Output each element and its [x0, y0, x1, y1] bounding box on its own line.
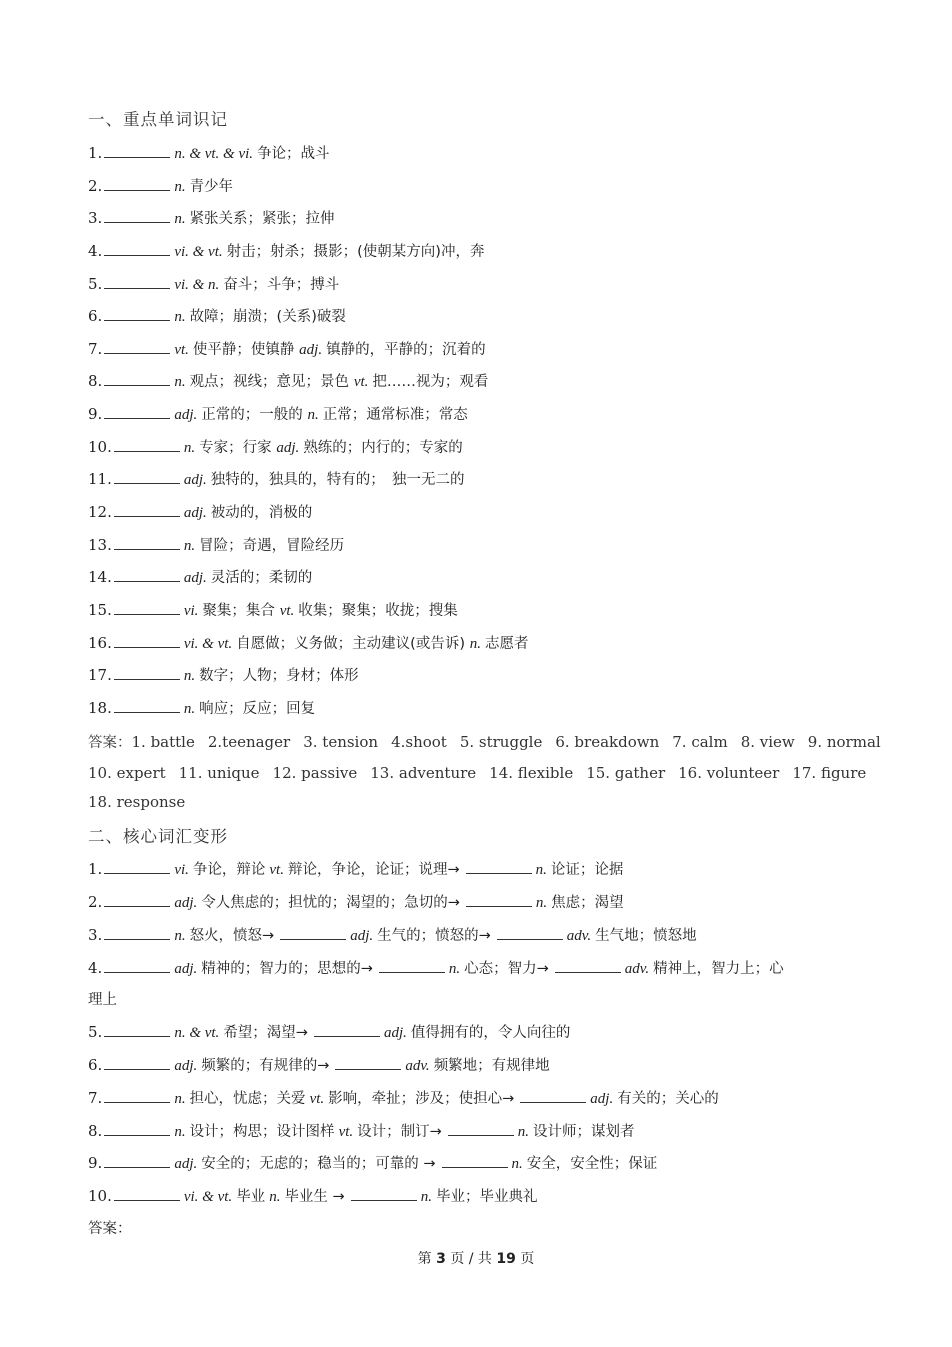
section-1-item [88, 600, 878, 621]
part-of-speech: adj. [174, 1058, 198, 1074]
item-number: 9. [88, 1154, 103, 1172]
definition: 正常；通常标准；常态 [322, 407, 468, 423]
part-of-speech: adj. [299, 342, 323, 358]
answer-blank[interactable] [114, 502, 180, 517]
section-1-item [88, 633, 878, 654]
definition: 志愿者 [485, 636, 529, 652]
definition: 毕业 [236, 1189, 266, 1205]
answer-entry: 10. expert [88, 764, 166, 782]
definition: 安全，安全性；保证 [526, 1156, 658, 1172]
definition: 故障；崩溃；(关系)破裂 [189, 309, 346, 325]
answer-blank[interactable] [448, 1121, 514, 1136]
section-2-item-4-continuation: 理上 [88, 992, 117, 1008]
part-of-speech: adj. [183, 570, 207, 586]
section-1-item [88, 698, 878, 719]
definition: 希望；渴望→ [223, 1025, 308, 1041]
answer-entry: 3. tension [303, 733, 379, 751]
part-of-speech: vt. [269, 862, 284, 878]
definition: 争论；战斗 [257, 146, 330, 162]
answer-blank[interactable] [114, 698, 180, 713]
item-number: 12. [88, 503, 112, 521]
definition: 频繁的；有规律的→ [201, 1058, 330, 1074]
part-of-speech: n. [535, 895, 548, 911]
definition: 冒险；奇遇，冒险经历 [199, 538, 345, 554]
item-number: 16. [88, 634, 112, 652]
answer-blank[interactable] [104, 958, 170, 973]
section-1-item [88, 665, 878, 686]
section-2-item [88, 925, 878, 946]
definition: 影响，牵扯；涉及；使担心→ [328, 1091, 515, 1107]
part-of-speech: adj. [174, 1156, 198, 1172]
section-2-item [88, 892, 878, 913]
answer-entry: 18. response [88, 793, 186, 811]
item-number: 14. [88, 568, 112, 586]
part-of-speech: n. [420, 1189, 432, 1205]
definition: 毕业生 → [284, 1189, 345, 1205]
part-of-speech: vi. & n. [174, 277, 220, 293]
answer-entry: 6. breakdown [555, 733, 660, 751]
item-number: 8. [88, 1122, 103, 1140]
item-number: 10. [88, 438, 112, 456]
definition: 安全的；无虑的；稳当的；可靠的 → [201, 1156, 436, 1172]
part-of-speech: n. [469, 636, 482, 652]
answer-entry: 17. figure [792, 764, 867, 782]
part-of-speech: n. [174, 928, 186, 944]
definition: 争论，辩论 [192, 862, 266, 878]
part-of-speech: adj. [183, 472, 207, 488]
section-1-heading: 一、重点单词识记 [88, 110, 228, 129]
section-1-item [88, 535, 878, 556]
answer-blank[interactable] [104, 1088, 170, 1103]
item-number: 13. [88, 536, 112, 554]
answer-blank[interactable] [104, 274, 170, 289]
answer-blank[interactable] [104, 371, 170, 386]
item-number: 9. [88, 405, 103, 423]
definition: 收集；聚集；收拢；搜集 [298, 603, 458, 619]
definition: 射击；射杀；摄影；(使朝某方向)冲，奔 [226, 244, 485, 260]
definition: 青少年 [189, 179, 234, 195]
definition: 熟练的；内行的；专家的 [303, 440, 463, 456]
answer-entry: 2.teenager [207, 733, 291, 751]
part-of-speech: n. [183, 440, 196, 456]
answer-blank[interactable] [114, 567, 180, 582]
answer-blank[interactable] [379, 958, 445, 973]
answer-blank[interactable] [520, 1088, 586, 1103]
section-1-item [88, 274, 878, 295]
part-of-speech: adj. [174, 895, 198, 911]
answer-blank[interactable] [104, 1055, 170, 1070]
part-of-speech: n. [174, 211, 186, 227]
answer-blank[interactable] [104, 1022, 170, 1037]
answer-entry: 5. struggle [459, 733, 543, 751]
section-2-item [88, 1121, 878, 1142]
definition: 数字；人物；身材；体形 [199, 668, 359, 684]
definition: 设计；构思；设计图样 [189, 1124, 335, 1140]
item-number: 4. [88, 959, 103, 977]
part-of-speech: vi. & vt. [174, 244, 223, 260]
answer-blank[interactable] [114, 437, 180, 452]
section-1-item [88, 404, 878, 425]
section-1-item [88, 306, 878, 327]
part-of-speech: adj. [183, 505, 207, 521]
answer-entry: 8. view [740, 733, 795, 751]
definition: 有关的；关心的 [617, 1091, 719, 1107]
definition: 正常的；一般的 [201, 407, 303, 423]
part-of-speech: adj. [276, 440, 300, 456]
section-2-item [88, 859, 878, 880]
item-number: 10. [88, 1187, 112, 1205]
part-of-speech: n. [174, 1091, 186, 1107]
part-of-speech: n. [448, 961, 461, 977]
definition: 奋斗；斗争；搏斗 [223, 277, 340, 293]
answer-blank[interactable] [466, 859, 532, 874]
item-number: 5. [88, 275, 103, 293]
definition: 精神上，智力上；心 [653, 961, 784, 977]
part-of-speech: vt. [309, 1091, 325, 1107]
item-number: 7. [88, 1089, 103, 1107]
part-of-speech: n. [174, 179, 186, 195]
item-number: 2. [88, 893, 103, 911]
part-of-speech: n. [535, 862, 547, 878]
answer-blank[interactable] [104, 859, 170, 874]
item-number: 18. [88, 699, 112, 717]
answer-blank[interactable] [104, 208, 170, 223]
answer-blank[interactable] [104, 892, 170, 907]
part-of-speech: n. & vt. [174, 1025, 220, 1041]
item-number: 11. [88, 470, 112, 488]
definition: 把……视为；观看 [372, 374, 489, 390]
item-number: 1. [88, 144, 103, 162]
section-1-answers-line-2 [88, 763, 878, 783]
part-of-speech: n. [174, 309, 186, 325]
definition: 生气的；愤怒的→ [377, 928, 491, 944]
item-number: 4. [88, 242, 103, 260]
part-of-speech: vi. [174, 862, 189, 878]
answer-blank[interactable] [104, 339, 170, 354]
part-of-speech: n. [307, 407, 319, 423]
section-2-item [88, 1022, 878, 1043]
footer-prefix: 第 [417, 1251, 432, 1267]
definition: 心态；智力→ [464, 961, 549, 977]
answer-entry: 11. unique [178, 764, 260, 782]
item-number: 3. [88, 926, 103, 944]
footer-mid: 页 / 共 [450, 1251, 492, 1267]
section-2-item [88, 1153, 878, 1174]
answer-blank[interactable] [497, 925, 563, 940]
answer-entry: 9. normal [807, 733, 881, 751]
item-number: 6. [88, 1056, 103, 1074]
section-1-item [88, 241, 878, 262]
section-1-item [88, 502, 878, 523]
section-1-item [88, 437, 878, 458]
answer-blank[interactable] [114, 469, 180, 484]
part-of-speech: n. & vt. & vi. [174, 146, 254, 162]
section-1-item [88, 339, 878, 360]
answer-entry: 14. flexible [489, 764, 574, 782]
part-of-speech: vt. [353, 374, 369, 390]
answer-entry: 1. battle [131, 733, 195, 751]
section-1-item [88, 143, 878, 164]
part-of-speech: vt. [279, 603, 295, 619]
item-number: 5. [88, 1023, 103, 1041]
part-of-speech: adj. [174, 961, 198, 977]
part-of-speech: vi. & vt. [183, 1189, 233, 1205]
section-1-item [88, 208, 878, 229]
item-number: 7. [88, 340, 103, 358]
answer-blank[interactable] [104, 925, 170, 940]
definition: 灵活的；柔韧的 [210, 570, 313, 586]
answer-blank[interactable] [104, 143, 170, 158]
answer-blank[interactable] [104, 404, 170, 419]
answer-blank[interactable] [104, 1121, 170, 1136]
section-1-item [88, 469, 878, 490]
definition: 担心，忧虑；关爱 [189, 1091, 306, 1107]
section-2-item [88, 1055, 878, 1076]
answer-entry: 7. calm [672, 733, 728, 751]
part-of-speech: adv. [405, 1058, 430, 1074]
page-footer [0, 1248, 952, 1268]
part-of-speech: vt. [338, 1124, 354, 1140]
section-1-answers-line-1 [88, 732, 881, 753]
item-number: 8. [88, 372, 103, 390]
item-number: 2. [88, 177, 103, 195]
answer-blank[interactable] [555, 958, 621, 973]
definition: 独特的，独具的，特有的； 独一无二的 [210, 472, 465, 488]
answer-entry: 15. gather [586, 764, 666, 782]
definition: 被动的，消极的 [210, 505, 313, 521]
part-of-speech: adj. [350, 928, 374, 944]
answer-blank[interactable] [104, 306, 170, 321]
part-of-speech: vi. & vt. [183, 636, 233, 652]
part-of-speech: n. [269, 1189, 281, 1205]
answer-blank[interactable] [114, 535, 180, 550]
part-of-speech: n. [511, 1156, 523, 1172]
answer-entry: 4.shoot [391, 733, 447, 751]
footer-total-pages: 19 [496, 1251, 516, 1267]
section-2-answer-label: 答案： [88, 1221, 132, 1237]
answer-blank[interactable] [114, 633, 180, 648]
definition: 紧张关系；紧张；拉伸 [189, 211, 335, 227]
item-number: 3. [88, 209, 103, 227]
definition: 怒火，愤怒→ [189, 928, 275, 944]
footer-page-number: 3 [436, 1251, 446, 1267]
answer-blank[interactable] [442, 1153, 508, 1168]
section-2-item [88, 1088, 878, 1109]
part-of-speech: adj. [383, 1025, 407, 1041]
answer-blank[interactable] [104, 176, 170, 191]
answer-blank[interactable] [104, 241, 170, 256]
definition: 观点；视线；意见；景色 [189, 374, 350, 390]
section-1-item [88, 176, 878, 197]
part-of-speech: n. [183, 701, 196, 717]
answer-blank[interactable] [114, 600, 180, 615]
section-1-item [88, 371, 878, 392]
answer-blank[interactable] [335, 1055, 401, 1070]
part-of-speech: adv. [566, 928, 592, 944]
definition: 设计师；谋划者 [533, 1124, 635, 1140]
section-1-item [88, 567, 878, 588]
answer-blank[interactable] [114, 1186, 180, 1201]
part-of-speech: vi. [183, 603, 199, 619]
section-1-answers-line-3 [88, 792, 878, 812]
answer-entry: 16. volunteer [678, 764, 780, 782]
definition: 频繁地；有规律地 [433, 1058, 550, 1074]
definition: 精神的；智力的；思想的→ [201, 961, 373, 977]
item-number: 15. [88, 601, 112, 619]
definition: 生气地；愤怒地 [595, 928, 697, 944]
footer-suffix: 页 [520, 1251, 535, 1267]
section-2-heading: 二、核心词汇变形 [88, 827, 228, 846]
part-of-speech: n. [174, 374, 186, 390]
definition: 毕业；毕业典礼 [435, 1189, 538, 1205]
item-number: 17. [88, 666, 112, 684]
definition: 值得拥有的，令人向往的 [410, 1025, 571, 1041]
definition: 镇静的，平静的；沉着的 [326, 342, 486, 358]
answer-blank[interactable] [466, 892, 532, 907]
definition: 设计；制订→ [357, 1124, 442, 1140]
part-of-speech: vt. [174, 342, 189, 358]
part-of-speech: adj. [590, 1091, 614, 1107]
definition: 专家；行家 [199, 440, 272, 456]
definition: 使平静；使镇静 [192, 342, 295, 358]
answer-entry: 13. adventure [370, 764, 477, 782]
definition: 聚集；集合 [202, 603, 275, 619]
part-of-speech: n. [183, 668, 196, 684]
answer-blank[interactable] [351, 1186, 417, 1201]
answer-blank[interactable] [104, 1153, 170, 1168]
definition: 响应；反应；回复 [199, 701, 316, 717]
part-of-speech: adj. [174, 407, 198, 423]
section-2-item [88, 958, 878, 979]
definition: 焦虑；渴望 [551, 895, 624, 911]
item-number: 1. [88, 860, 103, 878]
part-of-speech: adv. [624, 961, 650, 977]
definition: 自愿做；义务做；主动建议(或告诉) [236, 636, 466, 652]
part-of-speech: n. [517, 1124, 530, 1140]
answer-entry: 12. passive [272, 764, 358, 782]
answer-blank[interactable] [280, 925, 346, 940]
definition: 论证；论据 [550, 862, 624, 878]
answer-blank[interactable] [314, 1022, 380, 1037]
part-of-speech: n. [174, 1124, 186, 1140]
definition: 令人焦虑的；担忧的；渴望的；急切的→ [201, 895, 460, 911]
part-of-speech: n. [183, 538, 196, 554]
section-2-item [88, 1186, 878, 1207]
definition: 辩论，争论，论证；说理→ [287, 862, 460, 878]
item-number: 6. [88, 307, 103, 325]
answer-label: 答案： [88, 735, 132, 751]
answer-blank[interactable] [114, 665, 180, 680]
